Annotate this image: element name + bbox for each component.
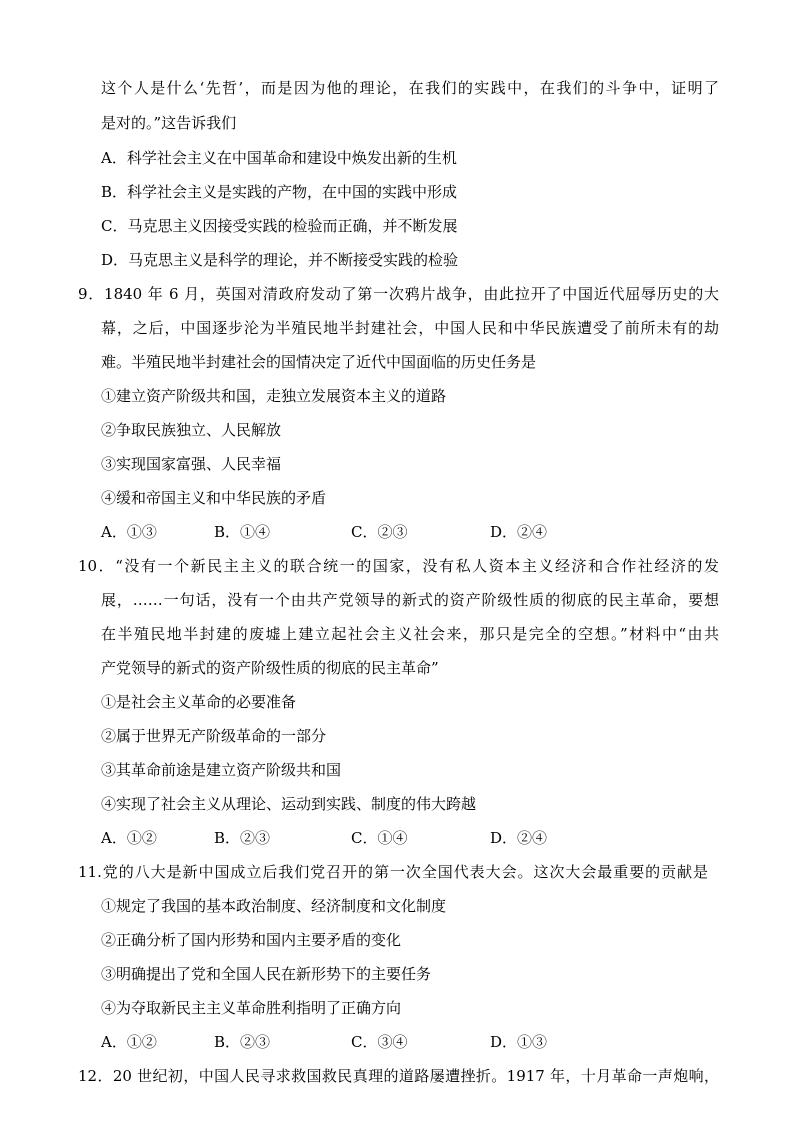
q10-stem-line-2: 展，……一句话，没有一个由共产党领导的新式的资产阶级性质的彻底的民主革命，要想 — [101, 591, 719, 609]
q11-item-2: ②正确分析了国内形势和国内主要矛盾的变化 — [101, 931, 402, 949]
q9-choice-d: D．②④ — [490, 523, 548, 541]
q10-item-2: ②属于世界无产阶级革命的一部分 — [101, 727, 327, 745]
q11-choice-c: C．③④ — [351, 1033, 408, 1051]
q8-stem-line-1: 这个人是什么‘先哲’，而是因为他的理论，在我们的实践中，在我们的斗争中，证明了 — [101, 79, 719, 97]
q10-choice-a: A．①② — [101, 829, 157, 847]
q11-item-1: ①规定了我国的基本政治制度、经济制度和文化制度 — [101, 897, 447, 915]
q11-choice-d: D．①③ — [490, 1033, 548, 1051]
q8-option-b: B．科学社会主义是实践的产物，在中国的实践中形成 — [101, 183, 458, 201]
q10-item-4: ④实现了社会主义从理论、运动到实践、制度的伟大跨越 — [101, 795, 477, 813]
q10-choice-d: D．②④ — [490, 829, 548, 847]
q9-stem-line-1: 9．1840 年 6 月，英国对清政府发动了第一次鸦片战争，由此拉开了中国近代屈辱历史的大 — [78, 285, 719, 303]
q11-stem-line-1: 11.党的八大是新中国成立后我们党召开的第一次全国代表大会。这次大会最重要的贡献是 — [78, 863, 708, 881]
q11-choices — [0, 1032, 794, 1052]
q9-choices — [0, 522, 794, 542]
q8-stem-line-2: 是对的。”这告诉我们 — [101, 114, 237, 132]
q11-item-4: ④为夺取新民主主义革命胜利指明了正确方向 — [101, 999, 402, 1017]
q11-item-3: ③明确提出了党和全国人民在新形势下的主要任务 — [101, 965, 432, 983]
q10-choice-c: C．①④ — [351, 829, 408, 847]
q8-option-c: C．马克思主义因接受实践的检验而正确，并不断发展 — [101, 217, 458, 235]
q9-stem-line-2: 幕，之后，中国逐步沦为半殖民地半封建社会，中国人民和中华民族遭受了前所未有的劫 — [101, 319, 719, 337]
q9-choice-c: C．②③ — [351, 523, 408, 541]
q9-item-2: ②争取民族独立、人民解放 — [101, 421, 282, 439]
q9-choice-a: A．①③ — [101, 523, 157, 541]
q10-item-3: ③其革命前途是建立资产阶级共和国 — [101, 761, 342, 779]
q10-stem-line-1: 10．“没有一个新民主主义的联合统一的国家，没有私人资本主义经济和合作社经济的发 — [78, 557, 719, 575]
q8-option-a: A．科学社会主义在中国革命和建设中焕发出新的生机 — [101, 149, 457, 167]
q10-item-1: ①是社会主义革命的必要准备 — [101, 693, 297, 711]
q11-choice-a: A．①② — [101, 1033, 157, 1051]
q10-stem-line-4: 产党领导的新式的资产阶级性质的彻底的民主革命” — [101, 659, 439, 677]
q9-item-4: ④缓和帝国主义和中华民族的矛盾 — [101, 489, 327, 507]
q9-stem-line-3: 难。半殖民地半封建社会的国情决定了近代中国面临的历史任务是 — [101, 353, 537, 371]
q8-option-d: D．马克思主义是科学的理论，并不断接受实践的检验 — [101, 251, 459, 269]
q9-item-3: ③实现国家富强、人民幸福 — [101, 455, 282, 473]
q10-choices — [0, 828, 794, 848]
q9-item-1: ①建立资产阶级共和国，走独立发展资本主义的道路 — [101, 387, 447, 405]
q12-stem-line-1: 12．20 世纪初，中国人民寻求救国救民真理的道路屡遭挫折。1917 年，十月革命一声炮响， — [78, 1067, 719, 1085]
q10-stem-line-3: 在半殖民地半封建的废墟上建立起社会主义社会来，那只是完全的空想。”材料中“由共 — [101, 625, 719, 643]
q9-choice-b: B．①④ — [214, 523, 271, 541]
q11-choice-b: B．②③ — [214, 1033, 271, 1051]
q10-choice-b: B．②③ — [214, 829, 271, 847]
